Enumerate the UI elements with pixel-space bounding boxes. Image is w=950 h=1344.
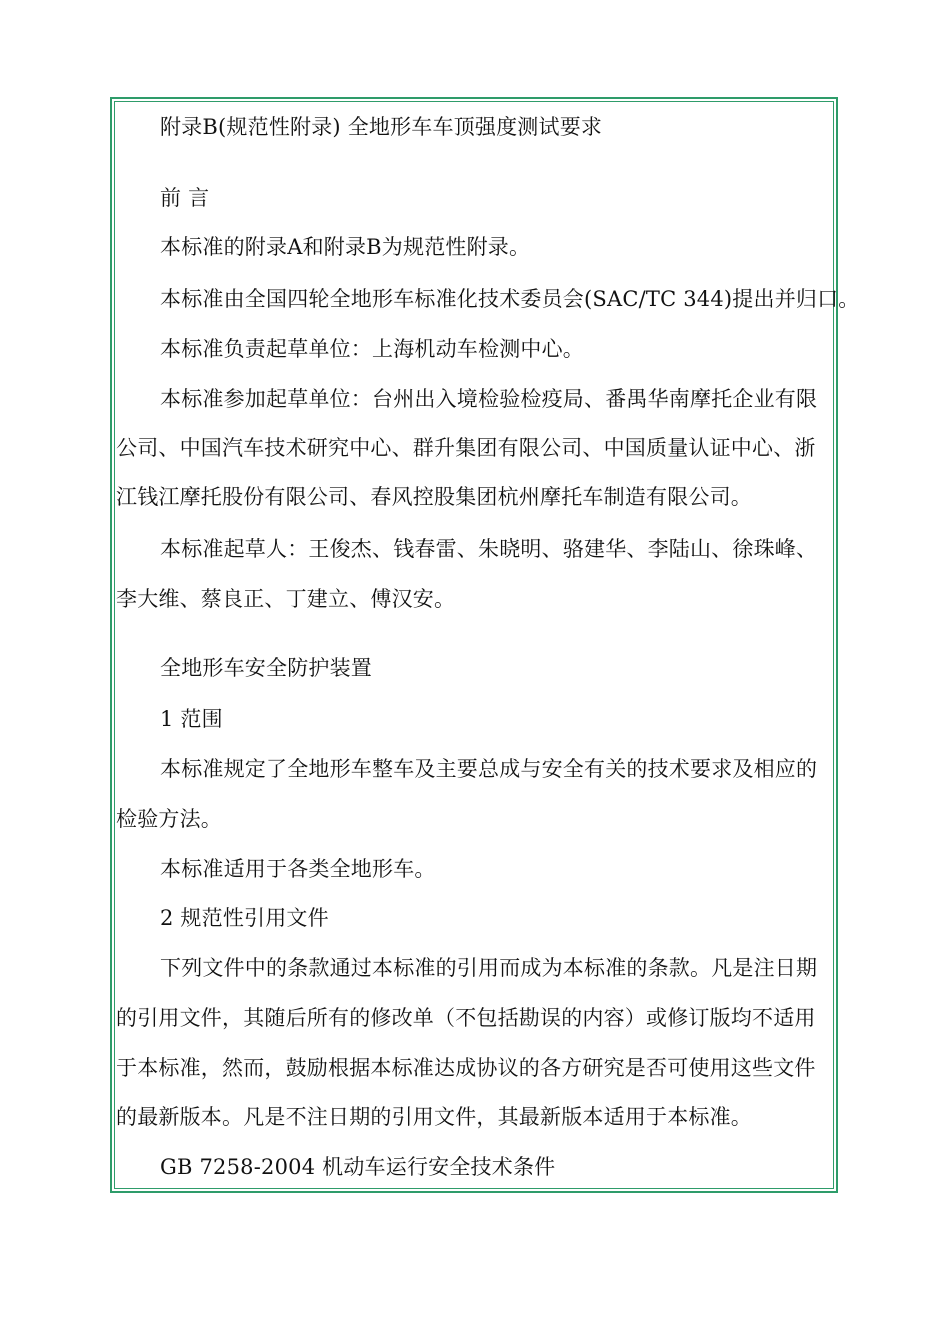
paragraph-line: 的最新版本。凡是不注日期的引用文件，其最新版本适用于本标准。: [116, 1105, 752, 1129]
paragraph-line: 本标准参加起草单位：台州出入境检验检疫局、番禺华南摩托企业有限: [160, 387, 818, 411]
paragraph-line: 江钱江摩托股份有限公司、春风控股集团杭州摩托车制造有限公司。: [116, 485, 752, 509]
section-heading-references: 2 规范性引用文件: [160, 906, 329, 930]
paragraph-line: 本标准由全国四轮全地形车标准化技术委员会(SAC/TC 344)提出并归口。: [160, 287, 860, 311]
paragraph-line: 的引用文件，其随后所有的修改单（不包括勘误的内容）或修订版均不适用: [116, 1006, 816, 1030]
paragraph-line: 本标准适用于各类全地形车。: [160, 857, 436, 881]
paragraph-line: 本标准负责起草单位：上海机动车检测中心。: [160, 337, 584, 361]
paragraph-line: 本标准规定了全地形车整车及主要总成与安全有关的技术要求及相应的: [160, 757, 818, 781]
paragraph-line: 公司、中国汽车技术研究中心、群升集团有限公司、中国质量认证中心、浙: [116, 436, 816, 460]
paragraph-line: 本标准的附录A和附录B为规范性附录。: [160, 235, 531, 259]
paragraph-line: 本标准起草人：王俊杰、钱春雷、朱晓明、骆建华、李陆山、徐珠峰、: [160, 537, 818, 561]
paragraph-line: 下列文件中的条款通过本标准的引用而成为本标准的条款。凡是注日期: [160, 956, 818, 980]
appendix-b-title: 附录B(规范性附录) 全地形车车顶强度测试要求: [160, 115, 603, 139]
paragraph-line: 检验方法。: [116, 807, 222, 831]
paragraph-line: 李大维、蔡良正、丁建立、傅汉安。: [116, 587, 456, 611]
section-heading-scope: 1 范围: [160, 707, 223, 731]
paragraph-line: 于本标准，然而，鼓励根据本标准达成协议的各方研究是否可使用这些文件: [116, 1056, 816, 1080]
reference-standard: GB 7258-2004 机动车运行安全技术条件: [160, 1155, 556, 1179]
section-title: 全地形车安全防护装置: [160, 656, 372, 680]
foreword-heading: 前 言: [160, 186, 210, 210]
